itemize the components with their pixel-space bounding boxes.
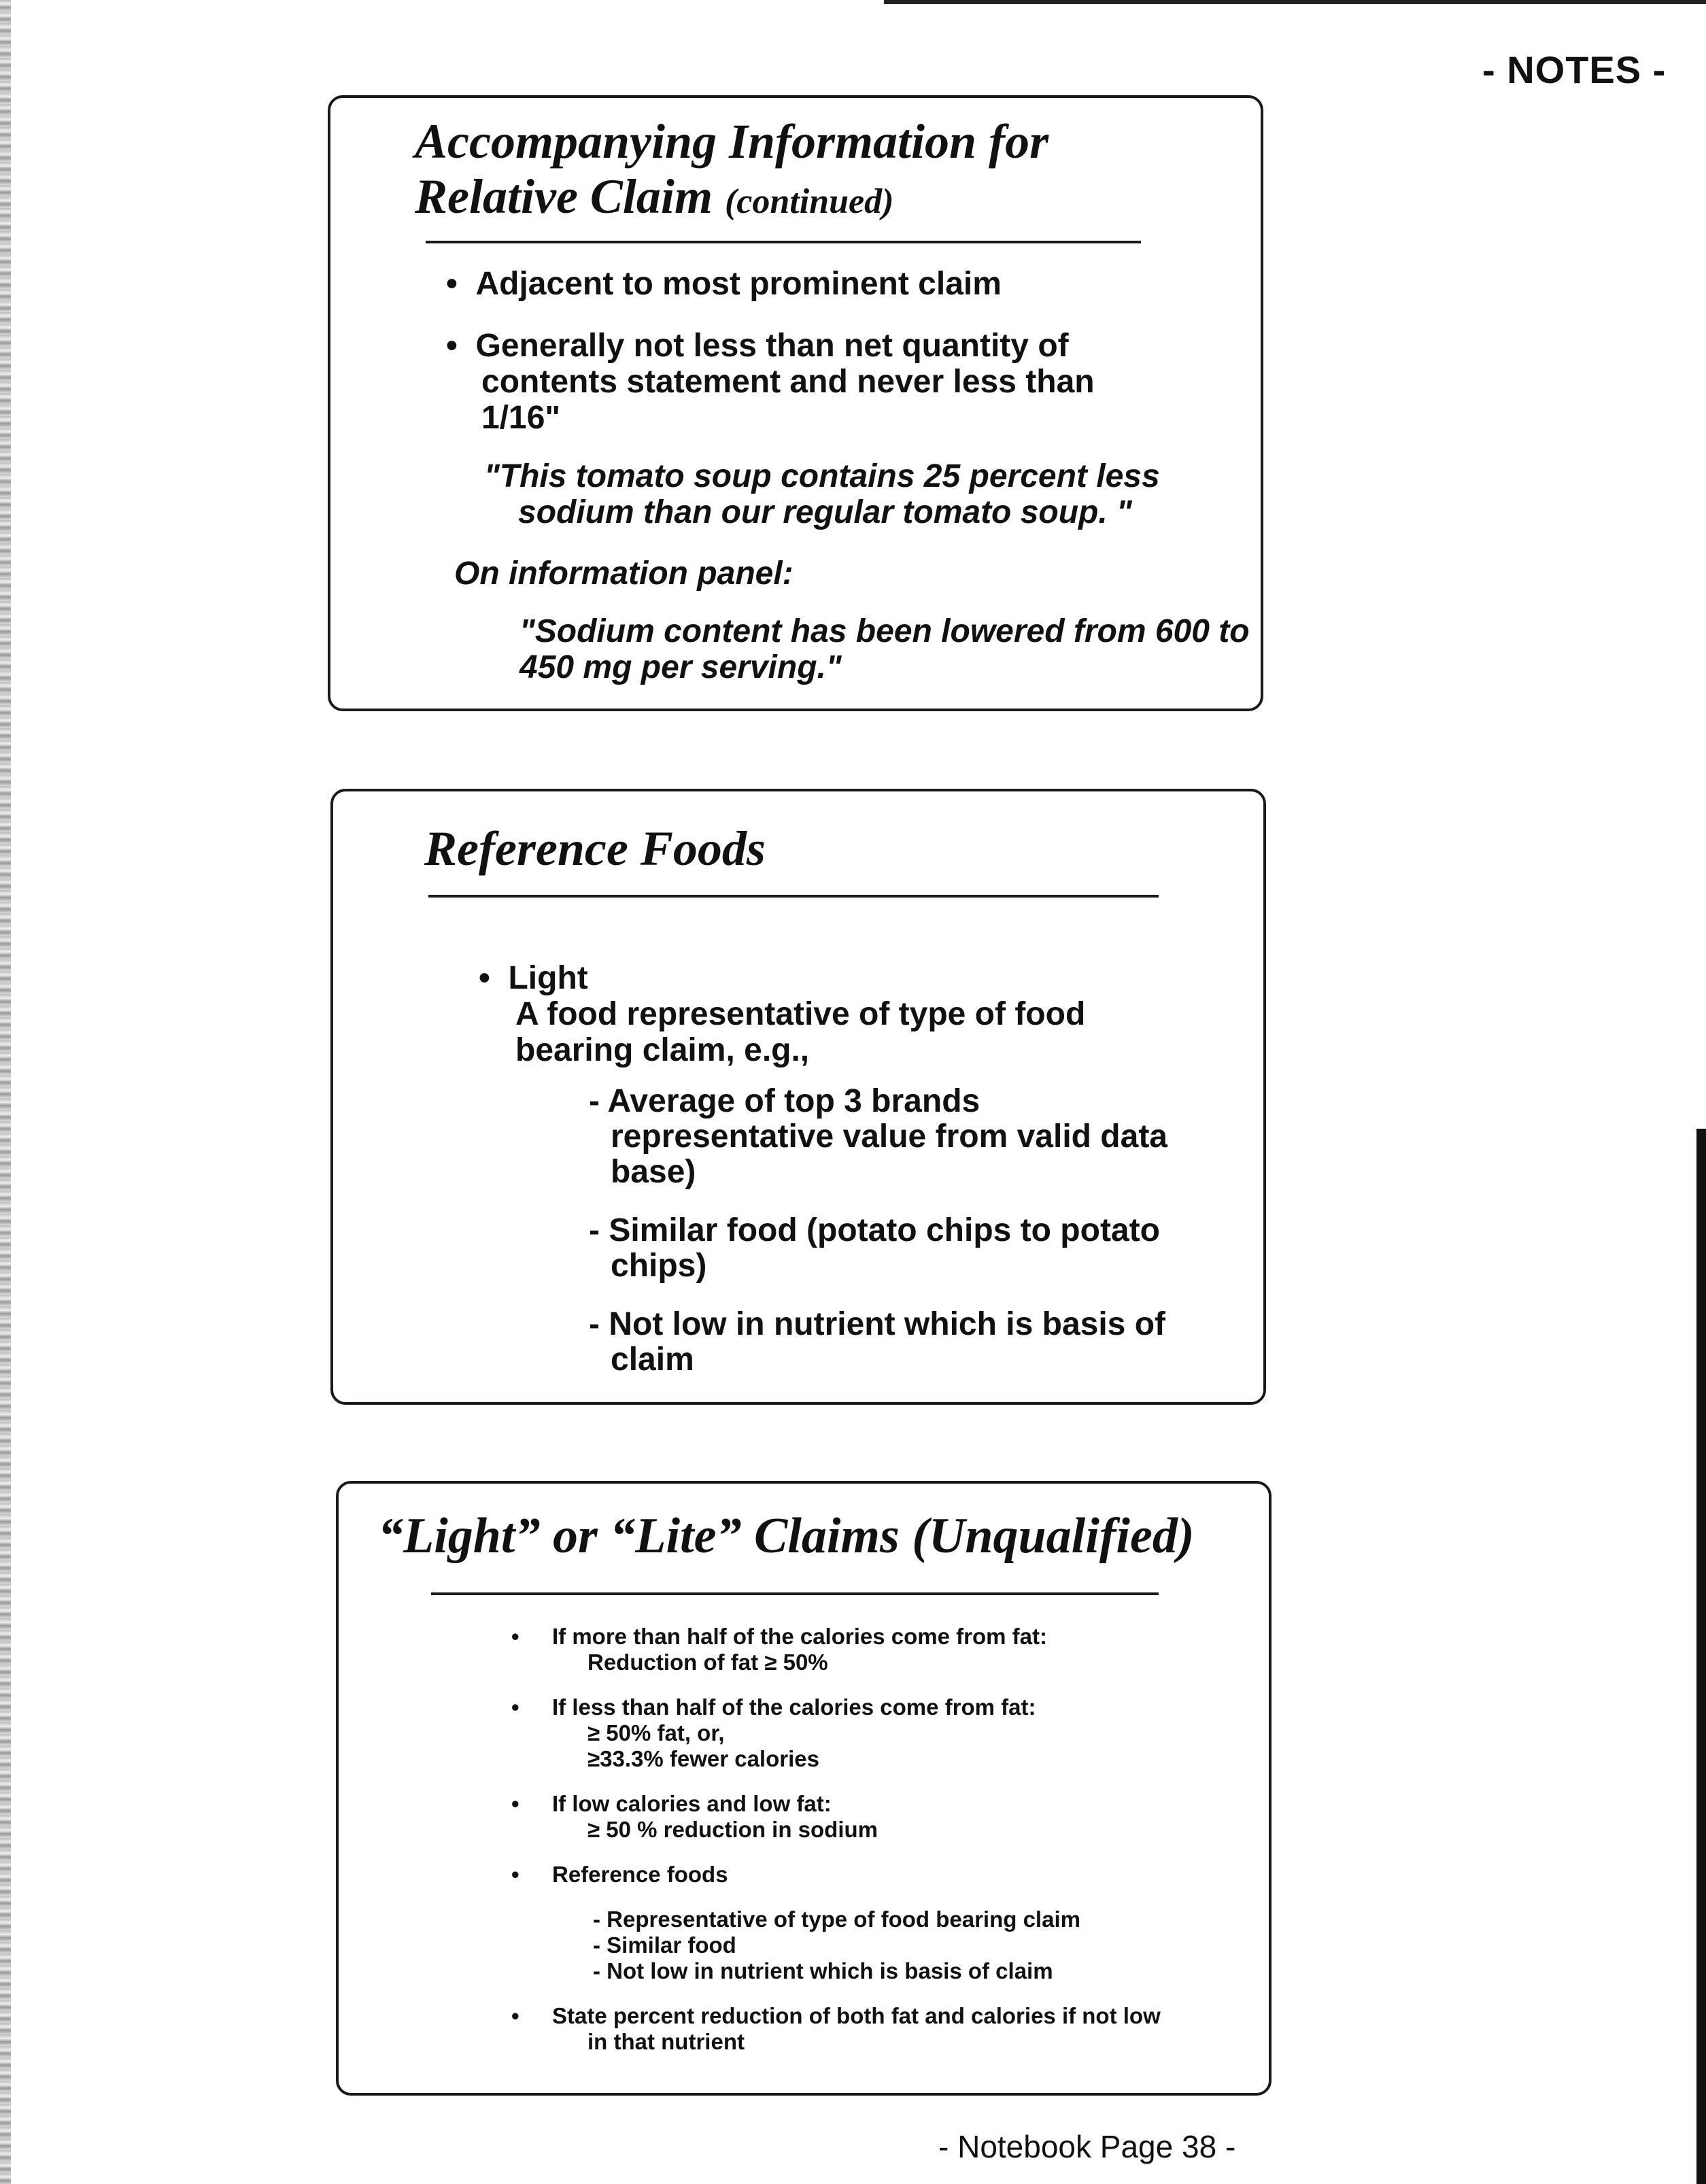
- title-suffix: (continued): [724, 182, 894, 221]
- title-line-2: Relative Claim: [415, 169, 713, 224]
- bullet-text: Adjacent to most prominent claim: [475, 266, 1002, 302]
- bullet-text: If less than half of the calories come from fat:: [552, 1694, 1036, 1720]
- sub-item-line: claim: [611, 1342, 694, 1378]
- panel-quote: [519, 613, 1250, 685]
- bullet-text: 1/16": [481, 400, 561, 436]
- quote-line: 450 mg per serving.": [519, 649, 842, 685]
- scan-edge-left: [0, 0, 11, 2184]
- example-quote: [484, 458, 1160, 530]
- sub-item-line: - Not low in nutrient which is basis of claim: [593, 1958, 1053, 1983]
- page-footer: - Notebook Page 38 -: [938, 2129, 1236, 2164]
- bullet-dot: •: [511, 1624, 519, 1649]
- sub-item-list: [589, 1084, 1167, 1401]
- sub-item-line: base): [611, 1154, 696, 1190]
- bullet-dot: •: [511, 1791, 519, 1816]
- sub-item: [589, 1084, 1167, 1190]
- item-label: Light: [508, 960, 588, 996]
- scan-edge-top: [884, 0, 1706, 4]
- bullet-text: ≥ 50 % reduction in sodium: [587, 1817, 878, 1842]
- bullet-dot: •: [446, 266, 476, 302]
- bullet-text: Reference foods: [552, 1862, 728, 1887]
- scan-edge-right: [1696, 1129, 1706, 2184]
- title-rule: [428, 895, 1159, 898]
- quote-line: "Sodium content has been lowered from 600 to: [519, 613, 1250, 649]
- bullet-item: [446, 328, 1095, 436]
- bullet-text: Generally not less than net quantity of: [475, 328, 1069, 364]
- slide-accompanying-information: [328, 95, 1263, 711]
- bullet-text: If more than half of the calories come from fat:: [552, 1624, 1047, 1649]
- quote-line: "This tomato soup contains 25 percent less: [484, 458, 1160, 494]
- bullet-text: If low calories and low fat:: [552, 1791, 832, 1816]
- sub-item: [589, 1213, 1167, 1284]
- sub-item-line: - Similar food (potato chips to potato: [589, 1212, 1160, 1248]
- bullet-item: [511, 1694, 1161, 1772]
- bullet-text: Reduction of fat ≥ 50%: [587, 1650, 828, 1675]
- bullet-item: [511, 2003, 1161, 2055]
- bullet-text: ≥33.3% fewer calories: [587, 1746, 819, 1771]
- title-rule: [426, 241, 1141, 243]
- bullet-text: State percent reduction of both fat and calories if not low: [552, 2003, 1161, 2028]
- bullet-item: [479, 960, 1085, 1068]
- bullet-item: [511, 1791, 1161, 1843]
- bullet-dot: •: [511, 2003, 519, 2028]
- bullet-dot: •: [479, 960, 509, 996]
- slide-reference-foods: [330, 789, 1266, 1405]
- bullet-text: ≥ 50% fat, or,: [587, 1720, 725, 1745]
- slide-title: Reference Foods: [424, 821, 766, 876]
- title-rule: [431, 1592, 1159, 1595]
- slide-title: “Light” or “Lite” Claims (Unqualified): [378, 1508, 1195, 1564]
- claims-list: [511, 1624, 1161, 2074]
- bullet-dot: •: [446, 328, 476, 364]
- sub-item-line: chips): [611, 1248, 707, 1284]
- bullet-item: [446, 265, 1002, 303]
- bullet-item: [511, 1624, 1161, 1675]
- item-desc: A food representative of type of food: [515, 996, 1086, 1032]
- bullet-dot: •: [511, 1694, 519, 1720]
- quote-line: sodium than our regular tomato soup. ": [518, 494, 1132, 530]
- item-desc: bearing claim, e.g.,: [515, 1032, 810, 1068]
- sub-item-line: - Average of top 3 brands: [589, 1083, 980, 1119]
- bullet-text: in that nutrient: [587, 2029, 745, 2054]
- sub-item-line: - Not low in nutrient which is basis of: [589, 1306, 1166, 1342]
- sub-item-line: - Representative of type of food bearing claim: [593, 1907, 1080, 1932]
- sub-item-line: representative value from valid data: [611, 1119, 1167, 1155]
- slide-light-lite-claims: [336, 1481, 1272, 2096]
- bullet-dot: •: [511, 1862, 519, 1887]
- sub-item-line: - Similar food: [593, 1932, 736, 1958]
- title-line-1: Accompanying Information for: [415, 114, 1049, 169]
- panel-label: On information panel:: [454, 556, 794, 592]
- notes-header: - NOTES -: [1482, 48, 1667, 91]
- sub-item: [589, 1307, 1167, 1378]
- bullet-text: contents statement and never less than: [481, 364, 1095, 400]
- bullet-item: [511, 1862, 1161, 1984]
- slide-title: [415, 114, 1048, 224]
